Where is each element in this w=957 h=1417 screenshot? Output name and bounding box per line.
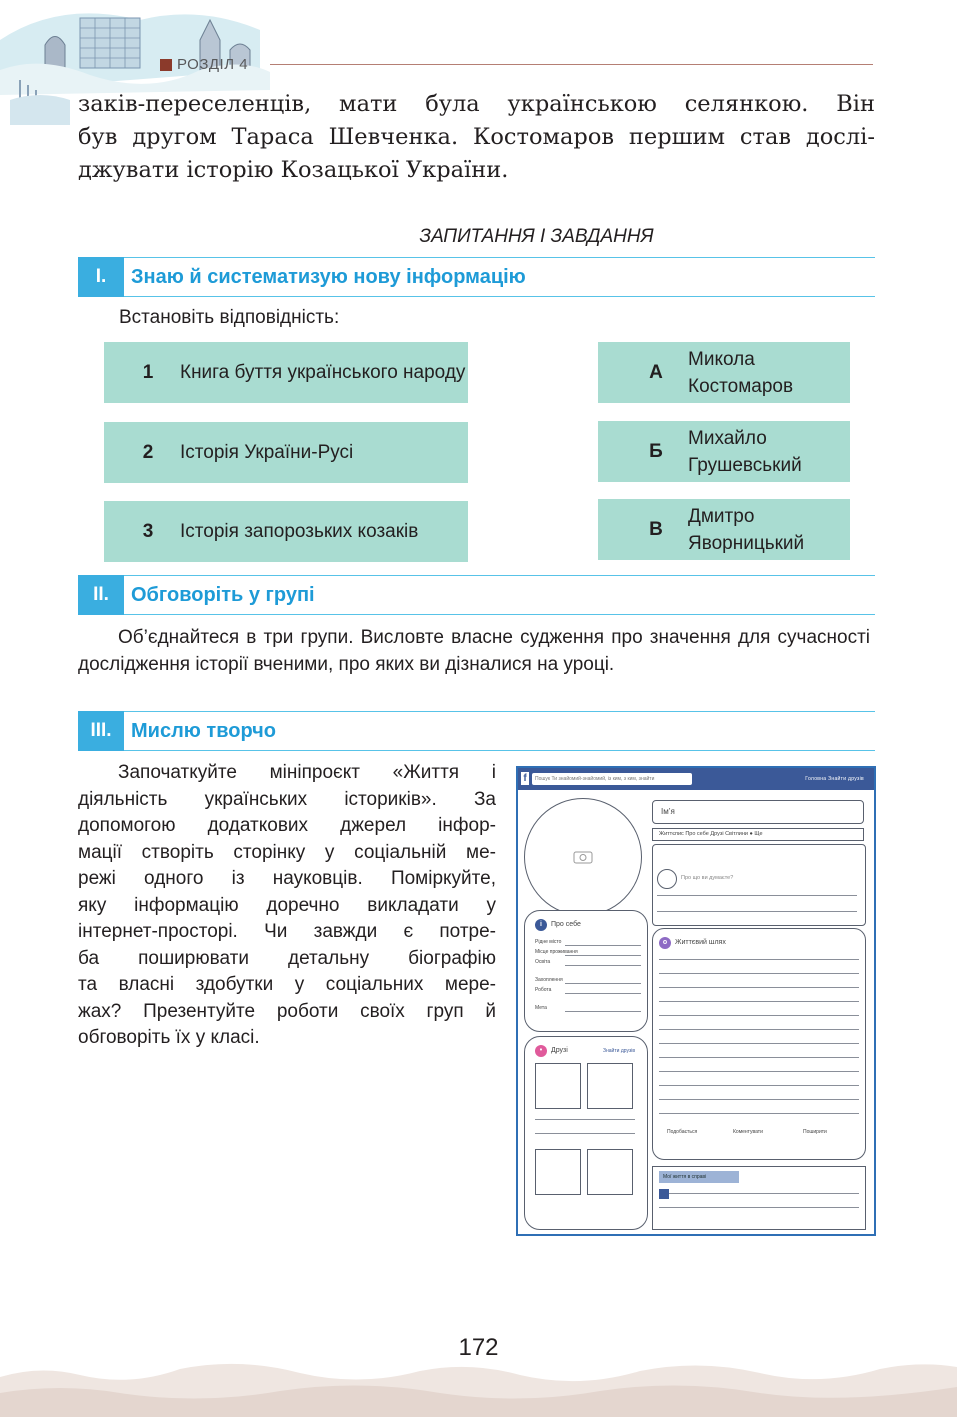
text-line — [659, 1015, 859, 1016]
intro-line: джувати історію Козацької України. — [78, 157, 509, 183]
camera-icon — [573, 849, 593, 864]
match-number: 2 — [142, 442, 154, 463]
match-option-b — [598, 421, 850, 482]
field-line — [565, 965, 641, 966]
text-line — [659, 1085, 859, 1086]
task3-line: ба поширювати детальну біографію — [78, 947, 496, 969]
divider — [535, 1133, 635, 1134]
header-rule — [270, 64, 873, 65]
match-text: Книга буття українського народу — [180, 362, 466, 383]
match-text: Історія запорозьких козаків — [180, 521, 419, 542]
match-item-3 — [104, 501, 468, 562]
task-title: Мислю творчо — [131, 719, 277, 742]
facebook-logo-icon: f — [521, 772, 529, 785]
task-number: III. — [78, 711, 124, 751]
task3-line: інтернет-просторі. Чи завжди є потре- — [78, 921, 496, 942]
text-line — [659, 987, 859, 988]
match-text: Михайло Грушевський — [688, 427, 802, 476]
share-action: Поширити — [803, 1129, 827, 1135]
about-title: Про себе — [551, 921, 581, 928]
task-header-1 — [78, 257, 875, 297]
text-line — [659, 1113, 859, 1114]
page-number: 172 — [458, 1334, 499, 1361]
divider — [657, 911, 857, 912]
profile-field: Захоплення — [535, 977, 563, 983]
friend-photo — [535, 1149, 581, 1195]
task3-line: Започаткуйте мініпроєкт «Життя і — [118, 762, 496, 783]
text-line — [659, 1001, 859, 1002]
text-line — [659, 1029, 859, 1030]
match-number: 3 — [142, 521, 154, 542]
mock-topbar — [518, 768, 874, 790]
match-letter: Б — [649, 441, 663, 462]
text-line — [659, 1071, 859, 1072]
comment-action: Коментувати — [733, 1129, 763, 1135]
divider — [535, 1119, 635, 1120]
like-action: Подобається — [667, 1129, 698, 1135]
tabs-label: Життєпис Про себе Друзі Світлини ● Ще — [659, 831, 763, 837]
about-box — [524, 910, 648, 1032]
chapter-marker-icon — [160, 59, 172, 71]
match-number: 1 — [142, 362, 154, 383]
task2-paragraph: Об’єднайтеся в три групи. Висловте власне судження про значення для сучасності дослідження історії вченими, про яких ви дізналися на уроці. — [78, 627, 870, 675]
profile-field: Робота — [535, 987, 552, 993]
text-line — [659, 1043, 859, 1044]
text-line — [659, 1099, 859, 1100]
life-title: Життєвий шлях — [675, 939, 726, 946]
match-item-2 — [104, 422, 468, 483]
match-item-1 — [104, 342, 468, 403]
match-text: Микола Костомаров — [688, 348, 794, 397]
task-title: Обговоріть у групі — [131, 583, 315, 606]
name-label: Ім’я — [661, 807, 675, 816]
task-header-2 — [78, 575, 875, 615]
friends-link: Знайти друзів — [603, 1048, 636, 1054]
task3-line: яку інформацію доречно викладати у — [78, 894, 496, 916]
intro-line: заків-переселенців, мати була українською селянкою. Він — [78, 91, 875, 117]
section-heading: ЗАПИТАННЯ І ЗАВДАННЯ — [419, 226, 654, 247]
task3-line: та власні здобутки у соціальних мере- — [78, 974, 496, 995]
chapter-label — [160, 56, 248, 73]
share-section — [652, 1166, 866, 1230]
friend-photo — [587, 1063, 633, 1109]
composer-avatar — [657, 869, 677, 889]
field-line — [565, 1011, 641, 1012]
intro-line: був другом Тараса Шевченка. Костомаров першим став дослі- — [78, 124, 875, 150]
field-line — [565, 945, 641, 946]
task-header-3 — [78, 711, 875, 751]
match-option-a — [598, 342, 850, 403]
avatar-placeholder — [524, 798, 642, 916]
text-line — [659, 959, 859, 960]
social-page-template — [516, 766, 876, 1236]
friend-photo — [535, 1063, 581, 1109]
match-text: Історія України-Русі — [180, 442, 354, 463]
profile-tabs — [652, 828, 864, 841]
task3-line: діяльність українських істориків». За — [78, 788, 496, 810]
field-line — [565, 955, 641, 956]
friends-box — [524, 1036, 648, 1230]
field-line — [565, 983, 641, 984]
task3-line: жах? Презентуйте роботи своїх груп й — [78, 1000, 496, 1022]
friend-photo — [587, 1149, 633, 1195]
life-story-box — [652, 928, 866, 1160]
mock-search: Пошук Ти знайомий-знайомий, із ким, з ким, знайти — [532, 773, 692, 785]
friends-title: Друзі — [551, 1047, 568, 1054]
task3-line: обговоріть їх у класі. — [78, 1027, 260, 1048]
footer-illustration — [0, 1347, 957, 1417]
share-button: Мої життя в справі — [659, 1171, 739, 1183]
pencil-icon — [659, 1189, 669, 1199]
task2-text — [78, 624, 870, 678]
match-letter: А — [649, 362, 663, 383]
text-line — [659, 1057, 859, 1058]
story-icon: o — [659, 937, 671, 949]
profile-field: Мета — [535, 1005, 547, 1011]
profile-field: Освіта — [535, 959, 551, 965]
name-field — [652, 800, 864, 824]
post-placeholder: Про що ви думаєте? — [681, 875, 734, 881]
divider — [657, 895, 857, 896]
text-line — [659, 1193, 859, 1194]
field-line — [565, 993, 641, 994]
mock-nav: Головна Знайти друзів — [805, 776, 864, 782]
match-letter: В — [649, 519, 663, 540]
match-option-c — [598, 499, 850, 560]
task-number: II. — [78, 575, 124, 615]
intro-paragraph — [78, 88, 875, 187]
chapter-title: РОЗДІЛ 4 — [177, 56, 249, 73]
match-text: Дмитро Яворницький — [688, 505, 805, 554]
task3-text — [78, 760, 496, 1052]
post-composer — [652, 844, 866, 926]
info-icon: i — [535, 919, 547, 931]
task3-line: режі одного із науковців. Поміркуйте, — [78, 868, 496, 889]
task-title: Знаю й систематизую нову інформацію — [131, 265, 526, 288]
friends-icon: • — [535, 1045, 547, 1057]
text-line — [659, 1207, 859, 1208]
task-number: I. — [78, 257, 124, 297]
profile-field: Місце проживання — [535, 949, 578, 955]
task3-line: мації створіть сторінку у соціальній ме- — [78, 841, 496, 863]
text-line — [659, 973, 859, 974]
task3-line: допомогою додаткових джерел інфор- — [78, 815, 496, 836]
profile-field: Рідне місто — [535, 939, 562, 945]
task-instruction: Встановіть відповідність: — [119, 307, 340, 328]
